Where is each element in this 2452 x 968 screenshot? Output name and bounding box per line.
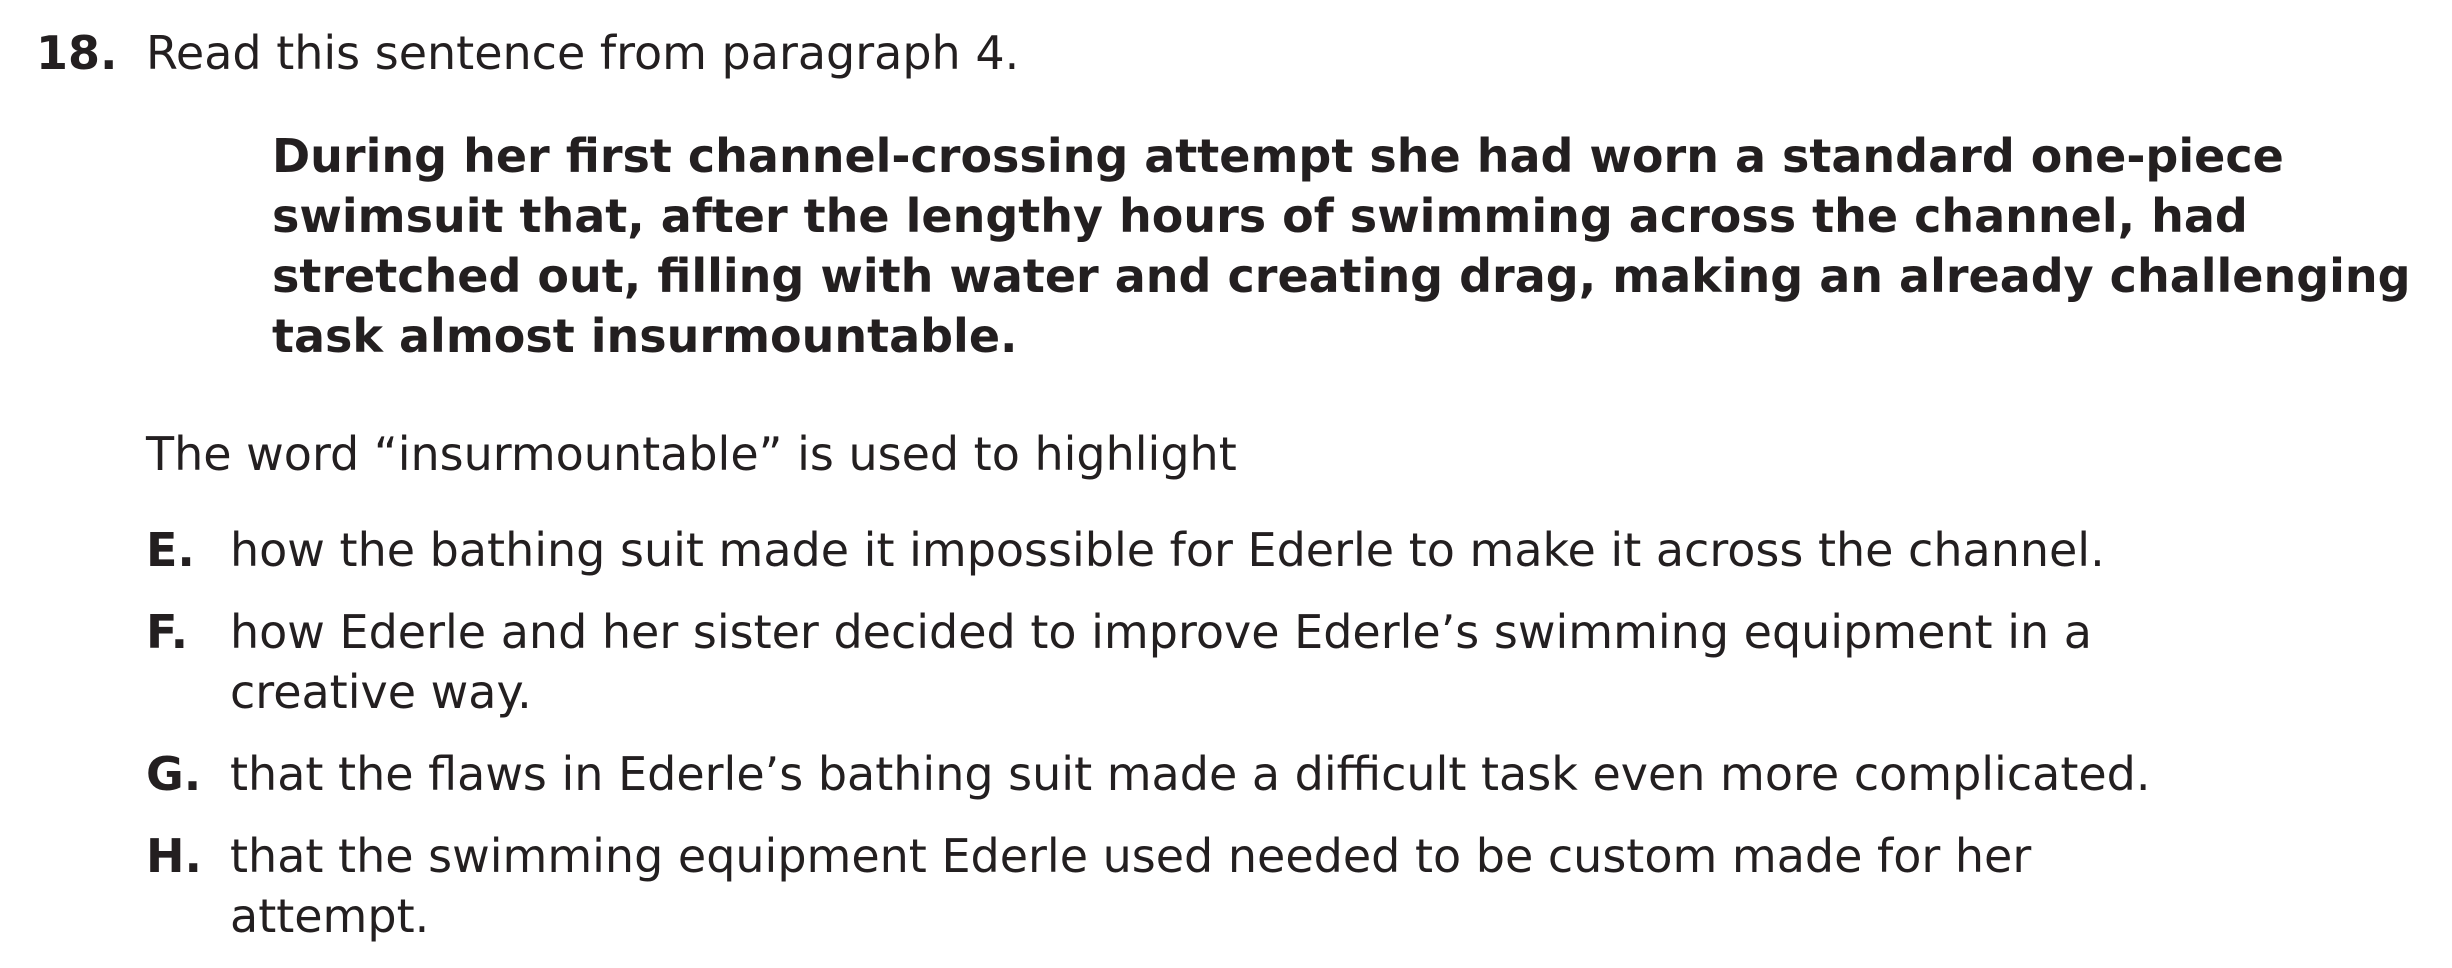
option-text: that the flaws in Ederle’s bathing suit made a difficult task even more complicated. bbox=[230, 747, 2151, 801]
question-prompt: Read this sentence from paragraph 4. bbox=[146, 26, 1020, 80]
question-header bbox=[36, 18, 2436, 88]
question-number: 18. bbox=[36, 26, 118, 80]
option-letter: H. bbox=[146, 829, 202, 883]
answer-option-f[interactable] bbox=[146, 602, 2386, 722]
option-letter: G. bbox=[146, 747, 202, 801]
quoted-sentence: During her first channel-crossing attempt she had worn a standard one-piece swimsuit that, after the lengthy hours of swimming across the channel, had stretched out, filling with water and creating drag, making an already challenging task almost insurmountable. bbox=[272, 129, 2411, 363]
answer-option-h[interactable] bbox=[146, 826, 2386, 946]
option-letter: F. bbox=[146, 605, 189, 659]
answer-option-e[interactable] bbox=[146, 520, 2386, 580]
option-text: how the bathing suit made it impossible for Ederle to make it across the channel. bbox=[230, 523, 2105, 577]
answer-options bbox=[146, 520, 2386, 946]
answer-option-g[interactable] bbox=[146, 744, 2386, 804]
option-text: that the swimming equipment Ederle used needed to be custom made for her attempt. bbox=[230, 829, 2032, 943]
option-letter: E. bbox=[146, 523, 195, 577]
question-stem: The word “insurmountable” is used to highlight bbox=[146, 427, 1237, 481]
question-18 bbox=[36, 18, 2436, 968]
option-text: how Ederle and her sister decided to improve Ederle’s swimming equipment in a creative way. bbox=[230, 605, 2092, 719]
